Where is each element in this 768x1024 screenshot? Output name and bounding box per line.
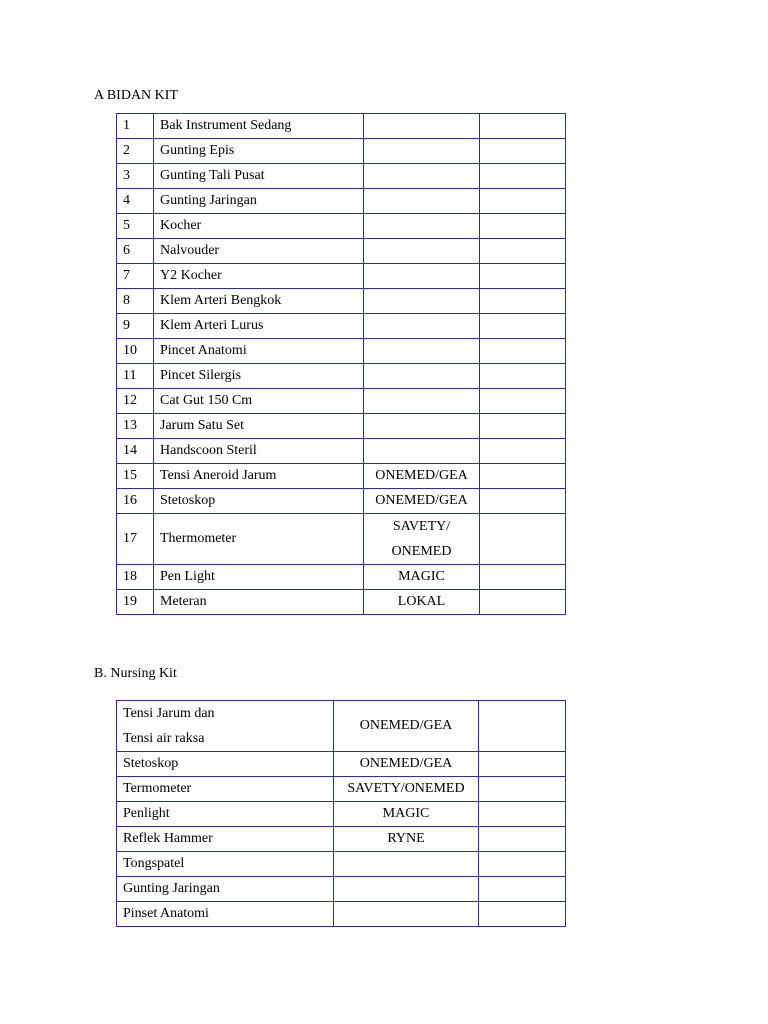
- item-name: Gunting Jaringan: [117, 877, 334, 902]
- item-name: Pen Light: [154, 565, 364, 590]
- table-row: [117, 314, 566, 339]
- extra-cell: [480, 414, 566, 439]
- item-name: Penlight: [117, 802, 334, 827]
- brand-cell: [364, 414, 480, 439]
- table-row: [117, 514, 566, 565]
- extra-cell: [480, 139, 566, 164]
- brand-cell: LOKAL: [364, 590, 480, 615]
- table-row: [117, 389, 566, 414]
- table-row: [117, 264, 566, 289]
- row-number: 4: [117, 189, 154, 214]
- brand-cell: [364, 364, 480, 389]
- extra-cell: [480, 565, 566, 590]
- brand-cell: ONEMED/GEA: [334, 701, 479, 752]
- item-name: Cat Gut 150 Cm: [154, 389, 364, 414]
- extra-cell: [480, 364, 566, 389]
- extra-cell: [479, 752, 566, 777]
- item-name: Stetoskop: [154, 489, 364, 514]
- row-number: 3: [117, 164, 154, 189]
- brand-cell: SAVETY/ONEMED: [334, 777, 479, 802]
- item-name: Kocher: [154, 214, 364, 239]
- table-row: [117, 214, 566, 239]
- brand-cell: [364, 339, 480, 364]
- table-row: [117, 364, 566, 389]
- extra-cell: [479, 701, 566, 752]
- brand-line-2: ONEMED: [391, 544, 452, 559]
- brand-cell: RYNE: [334, 827, 479, 852]
- row-number: 15: [117, 464, 154, 489]
- row-number: 1: [117, 114, 154, 139]
- row-number: 9: [117, 314, 154, 339]
- item-name: Gunting Jaringan: [154, 189, 364, 214]
- brand-cell: [364, 389, 480, 414]
- brand-cell: [364, 114, 480, 139]
- extra-cell: [479, 852, 566, 877]
- extra-cell: [480, 264, 566, 289]
- item-name: Termometer: [117, 777, 334, 802]
- item-name: Pincet Anatomi: [154, 339, 364, 364]
- extra-cell: [480, 590, 566, 615]
- table-row: [117, 590, 566, 615]
- item-name: Klem Arteri Bengkok: [154, 289, 364, 314]
- item-line-2: Tensi air raksa: [123, 731, 205, 746]
- table-row: [117, 827, 566, 852]
- brand-cell: [364, 514, 480, 565]
- brand-cell: [364, 289, 480, 314]
- extra-cell: [480, 489, 566, 514]
- table-row: [117, 289, 566, 314]
- row-number: 19: [117, 590, 154, 615]
- item-name: Pincet Silergis: [154, 364, 364, 389]
- item-name: Nalvouder: [154, 239, 364, 264]
- table-row: [117, 777, 566, 802]
- extra-cell: [480, 189, 566, 214]
- extra-cell: [479, 877, 566, 902]
- table-row: [117, 239, 566, 264]
- table-row: [117, 852, 566, 877]
- table-row: [117, 752, 566, 777]
- item-name: Stetoskop: [117, 752, 334, 777]
- item-name: Jarum Satu Set: [154, 414, 364, 439]
- table-row: [117, 464, 566, 489]
- table-row: [117, 877, 566, 902]
- item-line-1: Tensi Jarum dan: [123, 706, 215, 721]
- extra-cell: [480, 339, 566, 364]
- row-number: 5: [117, 214, 154, 239]
- extra-cell: [480, 239, 566, 264]
- row-number: 8: [117, 289, 154, 314]
- table-row: [117, 902, 566, 927]
- table-row: [117, 701, 566, 752]
- table-row: [117, 114, 566, 139]
- brand-cell: [364, 264, 480, 289]
- row-number: 13: [117, 414, 154, 439]
- item-name: Thermometer: [154, 514, 364, 565]
- row-number: 14: [117, 439, 154, 464]
- brand-line-1: SAVETY/: [392, 519, 451, 534]
- row-number: 12: [117, 389, 154, 414]
- item-name: Y2 Kocher: [154, 264, 364, 289]
- extra-cell: [480, 114, 566, 139]
- extra-cell: [480, 314, 566, 339]
- row-number: 16: [117, 489, 154, 514]
- brand-cell: [364, 164, 480, 189]
- table-row: [117, 802, 566, 827]
- row-number: 6: [117, 239, 154, 264]
- item-name: Reflek Hammer: [117, 827, 334, 852]
- brand-cell: MAGIC: [334, 802, 479, 827]
- brand-cell: [334, 877, 479, 902]
- brand-cell: [364, 139, 480, 164]
- brand-cell: [364, 239, 480, 264]
- item-name: [117, 701, 334, 752]
- item-name: Tongspatel: [117, 852, 334, 877]
- brand-cell: [364, 439, 480, 464]
- item-name: Bak Instrument Sedang: [154, 114, 364, 139]
- brand-cell: ONEMED/GEA: [364, 464, 480, 489]
- row-number: 18: [117, 565, 154, 590]
- item-name: Meteran: [154, 590, 364, 615]
- table-row: [117, 565, 566, 590]
- extra-cell: [480, 289, 566, 314]
- extra-cell: [479, 802, 566, 827]
- extra-cell: [480, 514, 566, 565]
- row-number: 7: [117, 264, 154, 289]
- table-row: [117, 139, 566, 164]
- table-row: [117, 439, 566, 464]
- brand-cell: [364, 189, 480, 214]
- item-name: Tensi Aneroid Jarum: [154, 464, 364, 489]
- table-row: [117, 189, 566, 214]
- brand-cell: [364, 214, 480, 239]
- item-name: Pinset Anatomi: [117, 902, 334, 927]
- table-row: [117, 414, 566, 439]
- extra-cell: [479, 902, 566, 927]
- extra-cell: [480, 439, 566, 464]
- brand-cell: MAGIC: [364, 565, 480, 590]
- item-name: Handscoon Steril: [154, 439, 364, 464]
- row-number: 11: [117, 364, 154, 389]
- bidan-kit-table: [116, 113, 566, 615]
- nursing-kit-table: [116, 700, 566, 927]
- brand-cell: ONEMED/GEA: [364, 489, 480, 514]
- brand-cell: ONEMED/GEA: [334, 752, 479, 777]
- section-a-title: A BIDAN KIT: [94, 88, 178, 103]
- brand-cell: [364, 314, 480, 339]
- extra-cell: [479, 827, 566, 852]
- table-row: [117, 489, 566, 514]
- extra-cell: [479, 777, 566, 802]
- extra-cell: [480, 389, 566, 414]
- brand-cell: [334, 852, 479, 877]
- item-name: Klem Arteri Lurus: [154, 314, 364, 339]
- brand-cell: [334, 902, 479, 927]
- row-number: 17: [117, 514, 154, 565]
- extra-cell: [480, 464, 566, 489]
- row-number: 2: [117, 139, 154, 164]
- table-row: [117, 164, 566, 189]
- item-name: Gunting Epis: [154, 139, 364, 164]
- extra-cell: [480, 214, 566, 239]
- extra-cell: [480, 164, 566, 189]
- section-b-title: B. Nursing Kit: [94, 666, 177, 681]
- table-row: [117, 339, 566, 364]
- item-name: Gunting Tali Pusat: [154, 164, 364, 189]
- row-number: 10: [117, 339, 154, 364]
